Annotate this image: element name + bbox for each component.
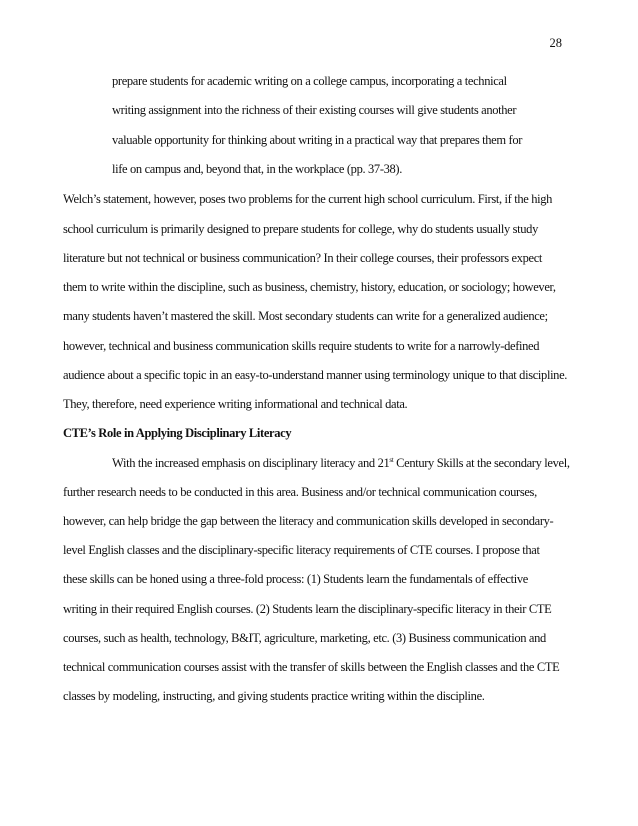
paragraph-line: writing in their required English courses. (2) Students learn the disciplinary-specific literacy in their CTE [63, 602, 552, 616]
paragraph-line: these skills can be honed using a three-fold process: (1) Students learn the fundamentals of effective [63, 572, 528, 586]
paragraph-line: audience about a specific topic in an easy-to-understand manner using terminology unique to that discipline. [63, 368, 568, 382]
paragraph-line: courses, such as health, technology, B&IT, agriculture, marketing, etc. (3) Business communication and [63, 631, 546, 645]
page-number: 28 [549, 36, 562, 50]
paragraph-line: however, can help bridge the gap between the literacy and communication skills developed in secondary- [63, 514, 554, 528]
block-quote-line: life on campus and, beyond that, in the workplace (pp. 37-38). [112, 162, 403, 176]
paragraph-line: school curriculum is primarily designed to prepare students for college, why do students usually study [63, 222, 538, 236]
block-quote-line: valuable opportunity for thinking about writing in a practical way that prepares them for [112, 133, 523, 147]
paragraph-text: Century Skills at the secondary level, [393, 456, 570, 470]
section-heading: CTE’s Role in Applying Disciplinary Literacy [63, 426, 292, 440]
block-quote-line: prepare students for academic writing on a college campus, incorporating a technical [112, 74, 507, 88]
paragraph-line: however, technical and business communication skills require students to write for a narrowly-defined [63, 339, 540, 353]
paragraph-line: They, therefore, need experience writing informational and technical data. [63, 397, 408, 411]
paragraph-line: many students haven’t mastered the skill. Most secondary students can write for a generalized audience; [63, 309, 548, 323]
ordinal-suffix: st [389, 455, 394, 464]
paragraph-line: technical communication courses assist with the transfer of skills between the English classes and the CTE [63, 660, 560, 674]
paragraph-first-line [112, 457, 570, 470]
paragraph-line: classes by modeling, instructing, and giving students practice writing within the discipline. [63, 689, 485, 703]
paragraph-line: level English classes and the disciplinary-specific literacy requirements of CTE courses. I propose that [63, 543, 540, 557]
paragraph-line: further research needs to be conducted in this area. Business and/or technical communication courses, [63, 485, 537, 499]
paragraph-text: With the increased emphasis on disciplinary literacy and 21 [112, 456, 390, 470]
paragraph-line: literature but not technical or business communication? In their college courses, their professors expect [63, 251, 543, 265]
paragraph-line: them to write within the discipline, such as business, chemistry, history, education, or sociology; however, [63, 280, 556, 294]
paragraph-line: Welch’s statement, however, poses two problems for the current high school curriculum. First, if the high [63, 192, 553, 206]
block-quote-line: writing assignment into the richness of their existing courses will give students another [112, 103, 517, 117]
